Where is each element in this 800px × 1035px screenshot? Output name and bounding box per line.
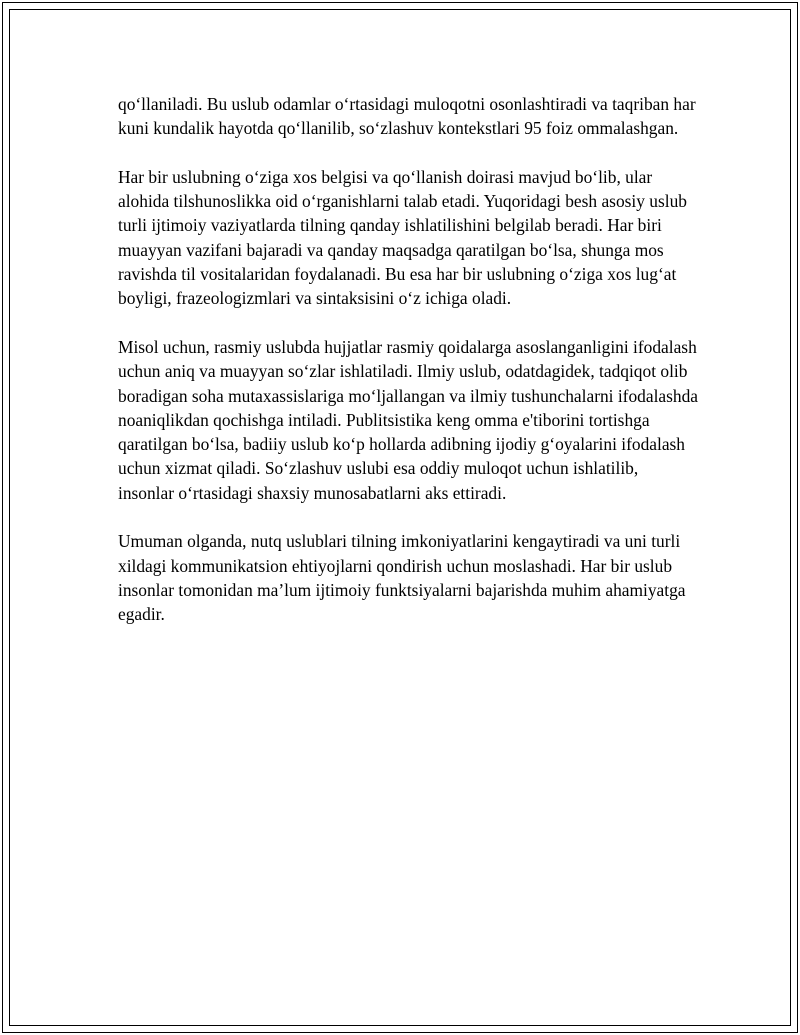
paragraph-3: Misol uchun, rasmiy uslubda hujjatlar rasmiy qoidalarga asoslanganligini ifodalash uchun aniq va muayyan so‘zlar ishlatiladi. Ilmiy uslub, odatdagidek, tadqiqot olib boradigan soha mutaxassislariga mo‘ljallangan va ilmiy tushunchalarni ifodalashda noaniqlikdan qochishga intiladi. Publitsistika keng omma e'tiborini tortishga qaratilgan bo‘lsa, badiiy uslub ko‘p hollarda adibning ijodiy g‘oyalarini ifodalash uchun xizmat qiladi. So‘zlashuv uslubi esa oddiy muloqot uchun ishlatilib, insonlar o‘rtasidagi shaxsiy munosabatlarni aks ettiradi. — [118, 336, 699, 503]
paragraph-4: Umuman olganda, nutq uslublari tilning imkoniyatlarini kengaytiradi va uni turli xildagi kommunikatsion ehtiyojlarni qondirish uchun moslashadi. Har bir uslub insonlar tomonidan ma’lum ijtimoiy funktsiyalarni bajarishda muhim ahamiyatga egadir. — [118, 531, 686, 625]
paragraph-1: qo‘llaniladi. Bu uslub odamlar o‘rtasidagi muloqotni osonlashtiradi va taqriban har kuni kundalik hayotda qo‘llanilib, so‘zlashuv kontekstlari 95 foiz ommalashgan. — [118, 94, 696, 139]
document-body — [118, 92, 698, 651]
paragraph-2: Har bir uslubning o‘ziga xos belgisi va qo‘llanish doirasi mavjud bo‘lib, ular alohida tilshunoslikka oid o‘rganishlarni talab etadi. Yuqoridagi besh asosiy uslub turli ijtimoiy vaziyatlarda tilning qanday ishlatilishini belgilab beradi. Har biri muayyan vazifani bajaradi va qanday maqsadga qaratilgan bo‘lsa, shunga mos ravishda til vositalaridan foydalanadi. Bu esa har bir uslubning o‘ziga xos lug‘at boyligi, frazeologizmlari va sintaksisini o‘z ichiga oladi. — [118, 166, 687, 309]
